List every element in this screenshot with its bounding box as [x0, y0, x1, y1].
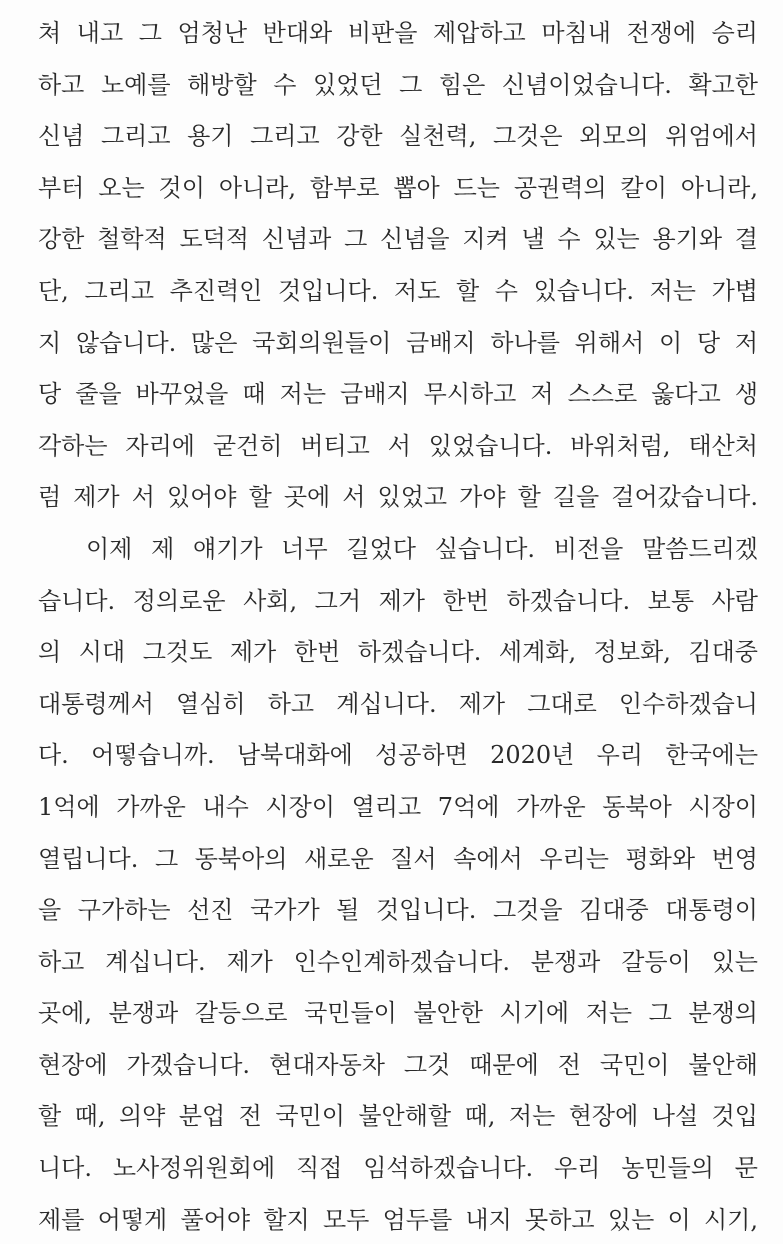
- text-line: 습니다. 정의로운 사회, 그거 제가 한번 하겠습니다. 보통 사람: [38, 586, 758, 615]
- text-line: 대통령께서 열심히 하고 계십니다. 제가 그대로 인수하겠습니: [38, 689, 758, 718]
- text-line: 강한 철학적 도덕적 신념과 그 신념을 지켜 낼 수 있는 용기와 결: [38, 225, 758, 254]
- text-line: 현장에 가겠습니다. 현대자동차 그것 때문에 전 국민이 불안해: [38, 1050, 758, 1079]
- paragraph-start-line: 이제 제 얘기가 너무 길었다 싶습니다. 비전을 말씀드리겠: [86, 534, 758, 563]
- text-line: 부터 오는 것이 아니라, 함부로 뽑아 드는 공권력의 칼이 아니라,: [38, 173, 758, 202]
- text-line: 신념 그리고 용기 그리고 강한 실천력, 그것은 외모의 위엄에서: [38, 122, 758, 151]
- text-line: 지 않습니다. 많은 국회의원들이 금배지 하나를 위해서 이 당 저: [38, 328, 758, 357]
- text-line: 하고 계십니다. 제가 인수인계하겠습니다. 분쟁과 갈등이 있는: [38, 947, 758, 976]
- text-line: 의 시대 그것도 제가 한번 하겠습니다. 세계화, 정보화, 김대중: [38, 638, 758, 667]
- text-line: 니다. 노사정위원회에 직접 임석하겠습니다. 우리 농민들의 문: [38, 1154, 758, 1183]
- text-line: 당 줄을 바꾸었을 때 저는 금배지 무시하고 저 스스로 옳다고 생: [38, 380, 758, 409]
- text-line: 열립니다. 그 동북아의 새로운 질서 속에서 우리는 평화와 번영: [38, 844, 758, 873]
- text-line: 다. 어떻습니까. 남북대화에 성공하면 2020년 우리 한국에는: [38, 741, 758, 770]
- text-line: 제를 어떻게 풀어야 할지 모두 엄두를 내지 못하고 있는 이 시기,: [38, 1205, 758, 1234]
- text-line: 할 때, 의약 분업 전 국민이 불안해할 때, 저는 현장에 나설 것입: [38, 1102, 758, 1131]
- text-line: 1억에 가까운 내수 시장이 열리고 7억에 가까운 동북아 시장이: [38, 792, 758, 821]
- text-line: 곳에, 분쟁과 갈등으로 국민들이 불안한 시기에 저는 그 분쟁의: [38, 999, 758, 1028]
- text-line: 단, 그리고 추진력인 것입니다. 저도 할 수 있습니다. 저는 가볍: [38, 276, 758, 305]
- text-line: 럼 제가 서 있어야 할 곳에 서 있었고 가야 할 길을 걸어갔습니다.: [38, 483, 758, 512]
- text-line: 을 구가하는 선진 국가가 될 것입니다. 그것을 김대중 대통령이: [38, 896, 758, 925]
- text-line: 쳐 내고 그 엄청난 반대와 비판을 제압하고 마침내 전쟁에 승리: [38, 19, 758, 47]
- text-line: 각하는 자리에 굳건히 버티고 서 있었습니다. 바위처럼, 태산처: [38, 431, 758, 460]
- body-text: [38, 16, 758, 1254]
- text-line: 하고 노예를 해방할 수 있었던 그 힘은 신념이었습니다. 확고한: [38, 70, 758, 99]
